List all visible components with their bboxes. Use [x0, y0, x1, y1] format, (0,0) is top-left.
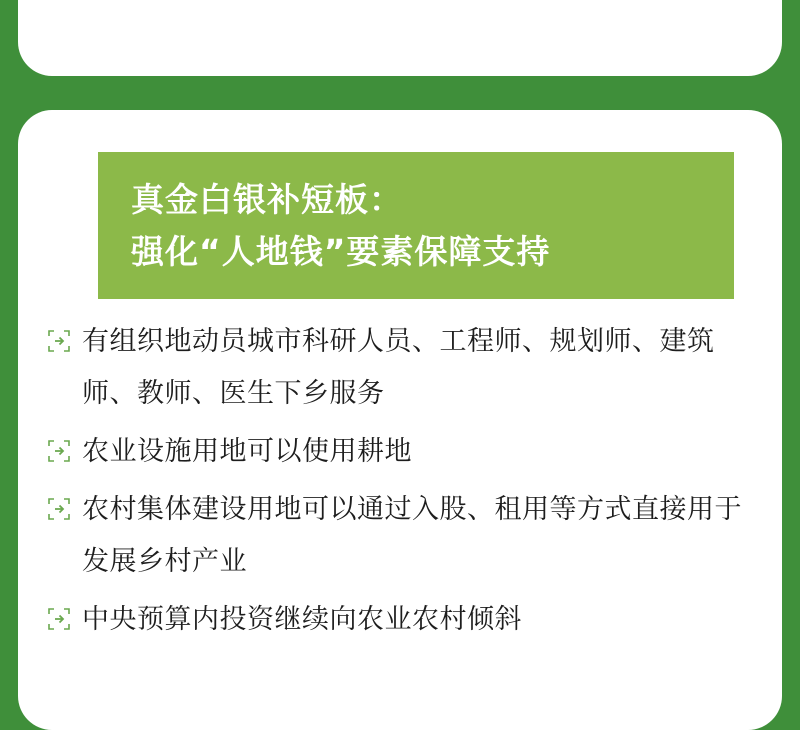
heading-line-2: 强化“人地钱”要素保障支持 — [131, 232, 551, 271]
list-item — [48, 316, 748, 420]
main-card — [18, 110, 782, 730]
bracket-arrow-icon — [48, 440, 70, 462]
list-item-text: 农村集体建设用地可以通过入股、租用等方式直接用于发展乡村产业 — [82, 494, 742, 577]
list-item — [48, 594, 748, 646]
list-item — [48, 426, 748, 478]
top-card — [18, 0, 782, 76]
section-heading-banner — [98, 152, 734, 299]
list-item-text: 有组织地动员城市科研人员、工程师、规划师、建筑师、教师、医生下乡服务 — [82, 326, 715, 409]
bullet-list — [48, 316, 748, 652]
list-item — [48, 484, 748, 588]
bracket-arrow-icon — [48, 608, 70, 630]
bracket-arrow-icon — [48, 498, 70, 520]
list-item-text: 中央预算内投资继续向农业农村倾斜 — [82, 604, 522, 635]
heading-line-1: 真金白银补短板： — [131, 180, 403, 219]
bracket-arrow-icon — [48, 330, 70, 352]
list-item-text: 农业设施用地可以使用耕地 — [82, 436, 412, 467]
